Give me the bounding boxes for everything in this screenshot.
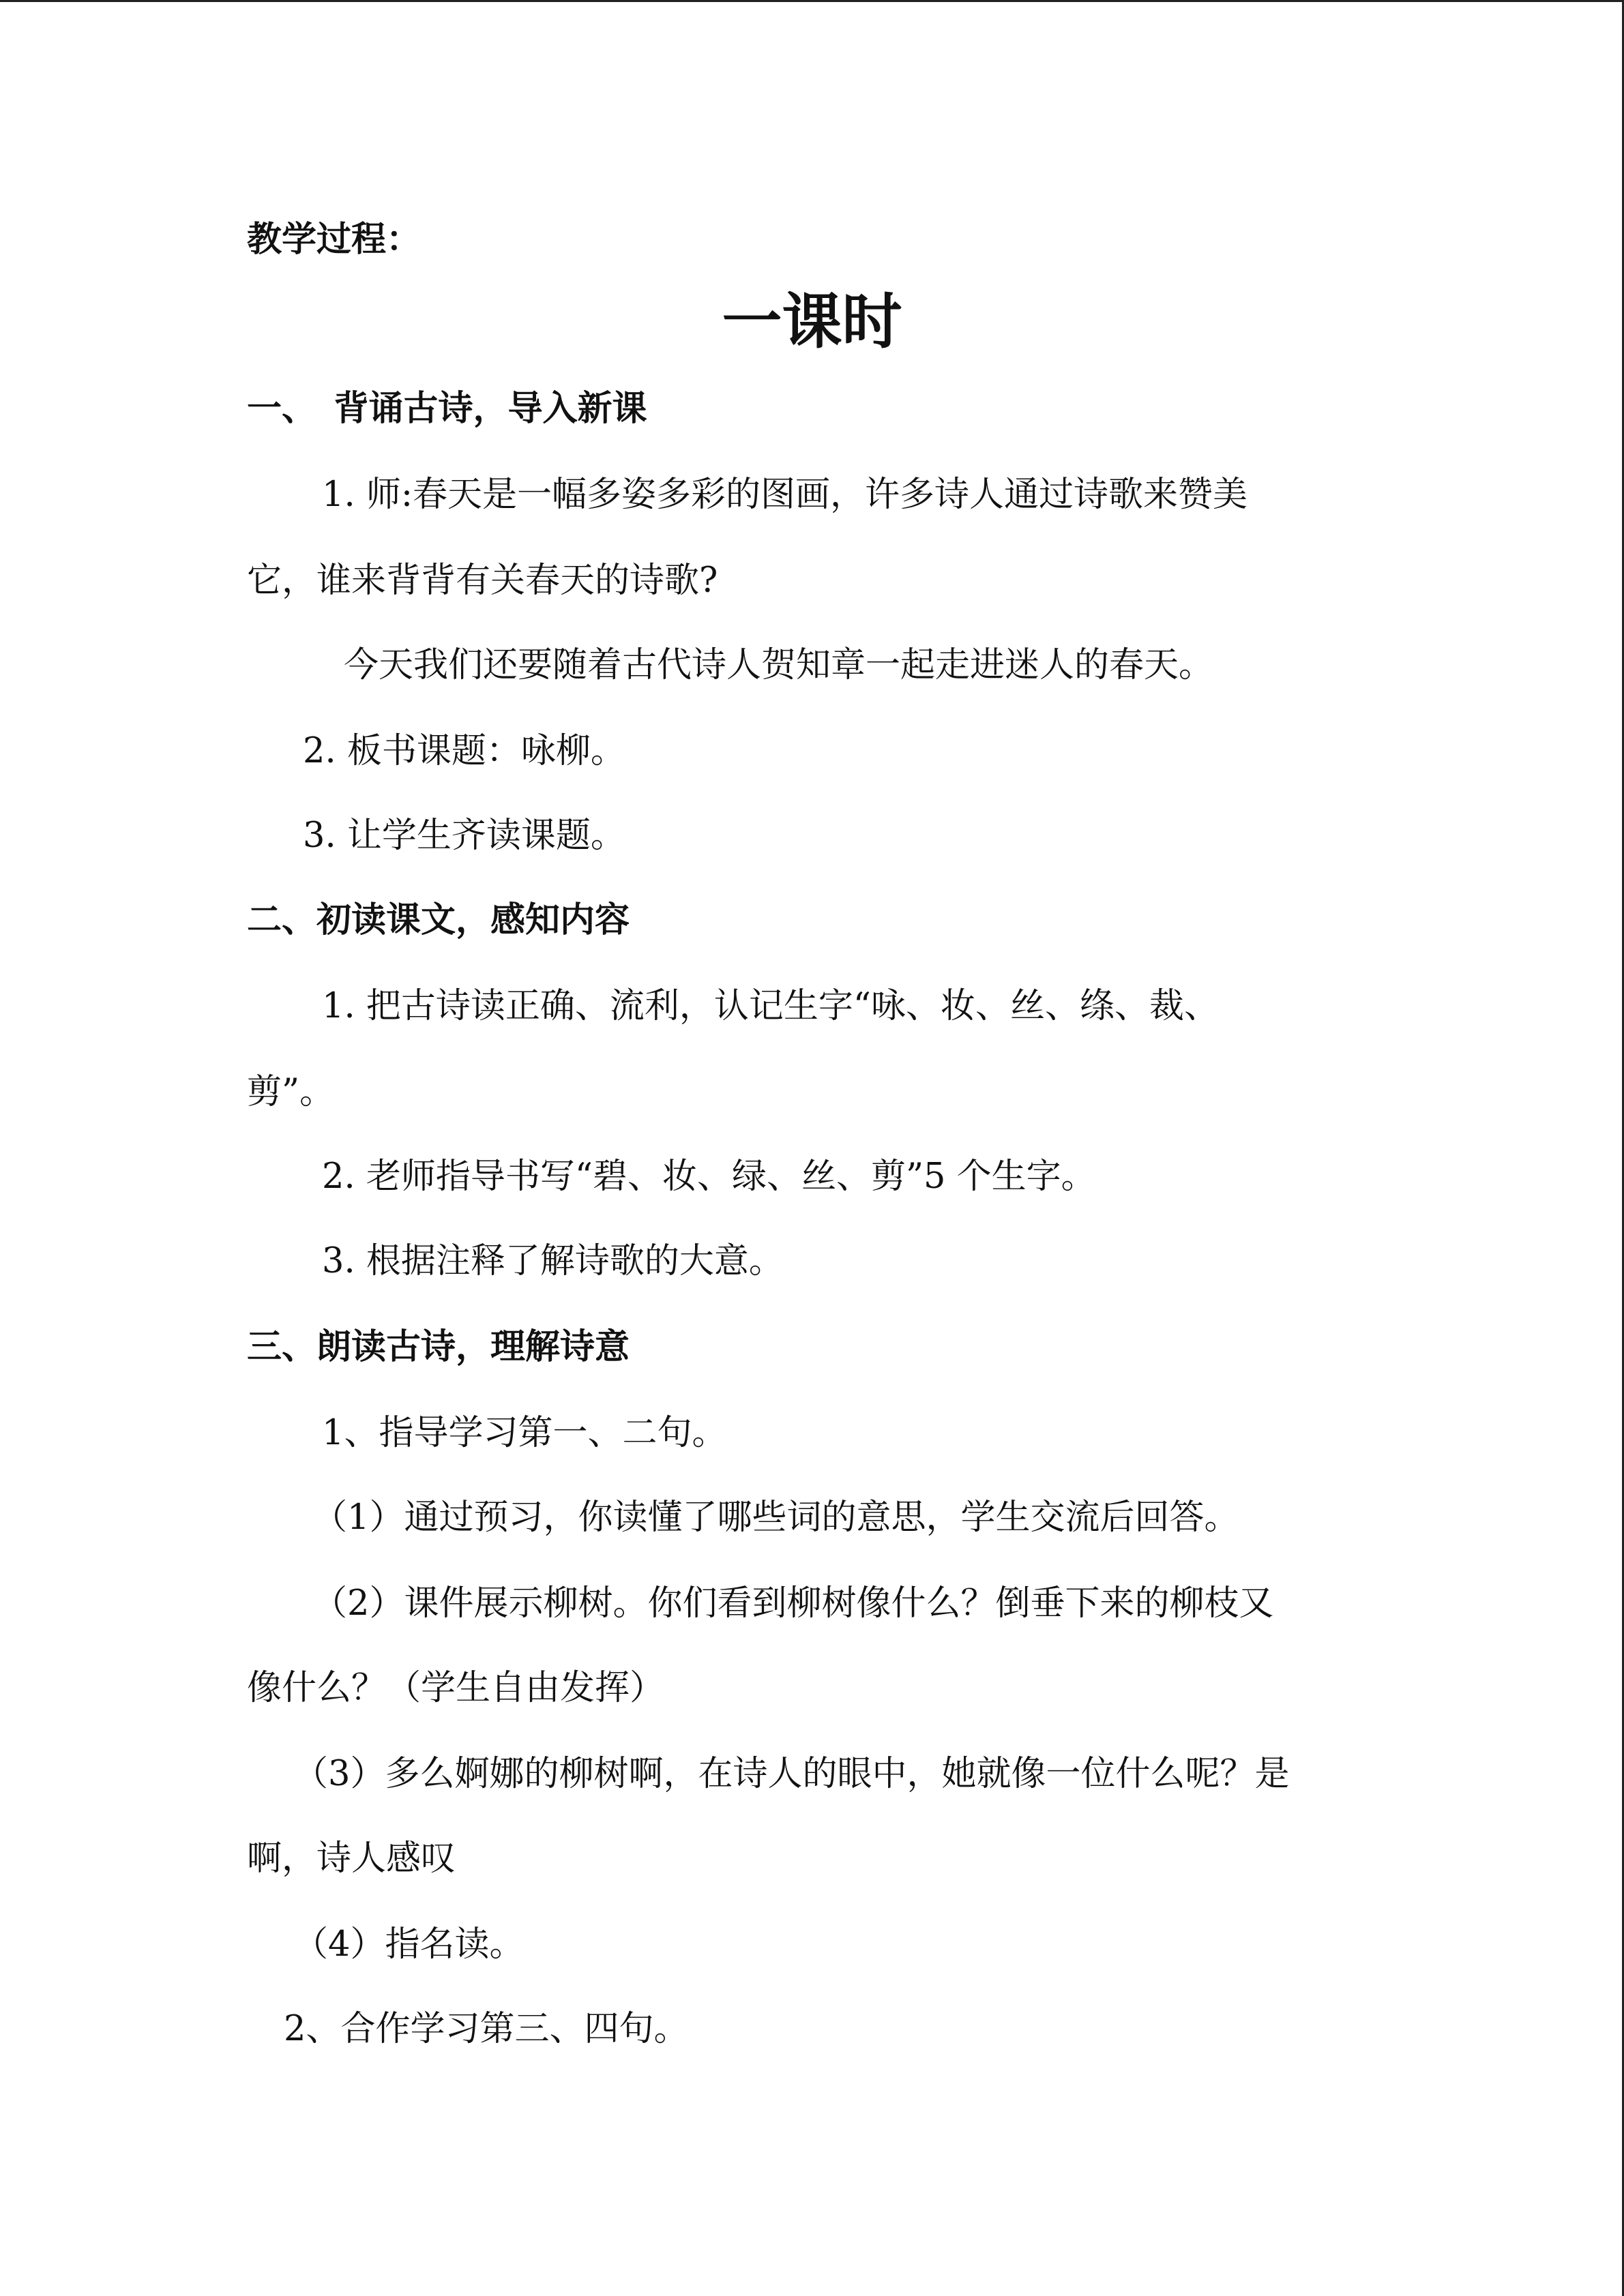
section-3-paragraph-5: （4）指名读。 (293, 1924, 525, 1965)
section-3-paragraph-1: 1、指导学习第一、二句。 (322, 1413, 727, 1453)
section-2-paragraph-1-line-1: 1. 把古诗读正确、流利，认记生字“咏、妆、丝、绦、裁、 (322, 986, 1219, 1026)
section-2-paragraph-1-line-2: 剪”。 (247, 1072, 335, 1112)
section-3-heading: 三、朗读古诗，理解诗意 (247, 1327, 630, 1367)
section-1-paragraph-3: 3. 让学生齐读课题。 (303, 816, 625, 856)
section-2-paragraph-2: 2. 老师指导书写“碧、妆、绿、丝、剪”5 个生字。 (322, 1157, 1096, 1197)
page-title: 一课时 (722, 286, 902, 357)
section-3-paragraph-4-line-1: （3）多么婀娜的柳树啊，在诗人的眼中，她就像一位什么呢？是 (293, 1754, 1290, 1794)
section-3-paragraph-3-line-1: （2）课件展示柳树。你们看到柳树像什么？倒垂下来的柳枝又 (312, 1583, 1274, 1624)
process-heading: 教学过程： (247, 220, 422, 260)
section-1-paragraph-2: 2. 板书课题：咏柳。 (303, 731, 625, 771)
section-3-paragraph-4-line-2: 啊，诗人感叹 (247, 1838, 456, 1879)
section-1-paragraph-1-line-1: 1. 师:春天是一幅多姿多彩的图画，许多诗人通过诗歌来赞美 (322, 475, 1248, 515)
section-1-paragraph-1-line-3: 今天我们还要随着古代诗人贺知章一起走进迷人的春天。 (344, 645, 1214, 685)
top-border (0, 0, 1624, 2)
section-2-paragraph-3: 3. 根据注释了解诗歌的大意。 (322, 1241, 784, 1281)
section-3-paragraph-3-line-2: 像什么？（学生自由发挥） (247, 1668, 665, 1708)
section-1-paragraph-1-line-2: 它，谁来背背有关春天的诗歌? (247, 561, 718, 601)
section-3-paragraph-6: 2、合作学习第三、四句。 (284, 2009, 689, 2049)
section-2-heading: 二、初读课文，感知内容 (247, 900, 630, 940)
section-1-heading: 一、 背诵古诗，导入新课 (247, 389, 647, 429)
section-3-paragraph-2: （1）通过预习，你读懂了哪些词的意思，学生交流后回答。 (312, 1497, 1239, 1538)
